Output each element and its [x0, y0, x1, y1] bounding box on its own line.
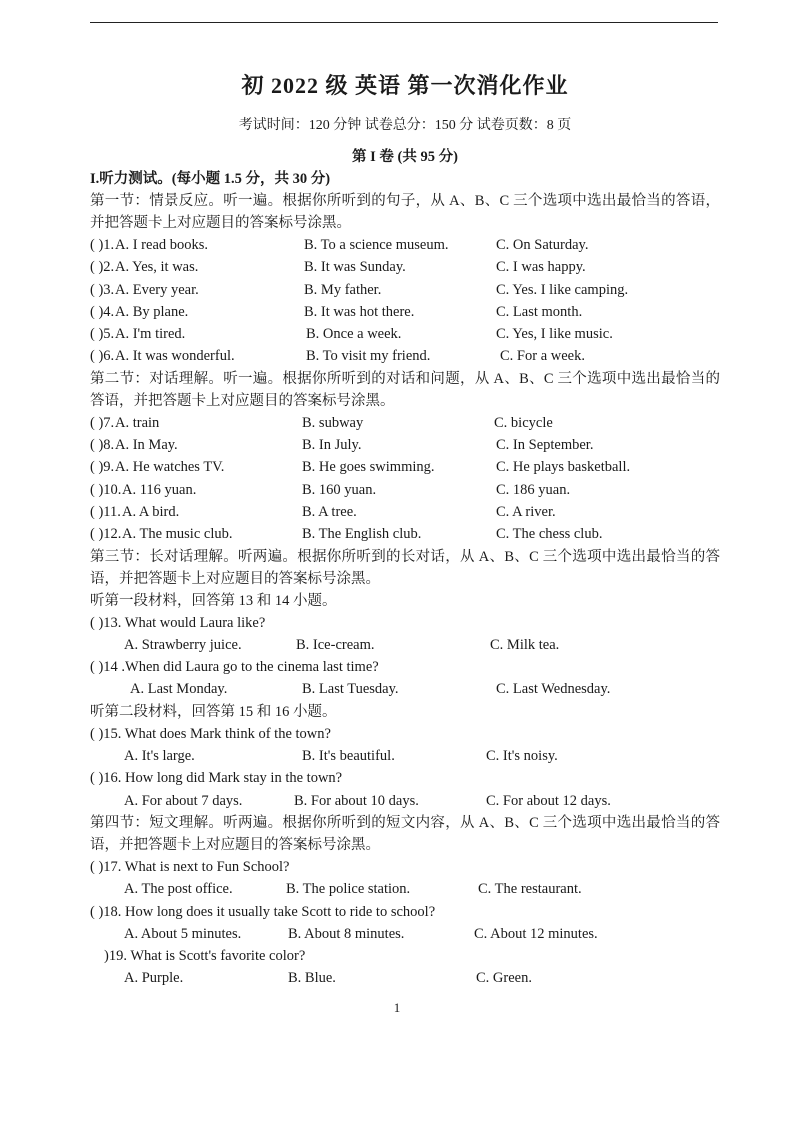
- question-row: [90, 501, 720, 523]
- options-row: [90, 678, 720, 700]
- question-number: ( )7.: [90, 414, 115, 431]
- option-c: C. The chess club.: [496, 526, 603, 543]
- option-b: B. A tree.: [302, 503, 357, 520]
- option-c: C. It's noisy.: [486, 748, 558, 765]
- option-b: B. The English club.: [302, 526, 422, 543]
- option-b: B. About 8 minutes.: [288, 925, 405, 942]
- option-a: A. I'm tired.: [115, 326, 186, 343]
- option-c: C. Yes. I like camping.: [496, 281, 629, 298]
- question-row: [90, 234, 720, 256]
- option-a: A. By plane.: [115, 303, 189, 320]
- question-row: [90, 523, 720, 545]
- option-a: A. In May.: [115, 437, 178, 454]
- question-number: ( )4.: [90, 303, 115, 320]
- option-a: A. He watches TV.: [115, 459, 225, 476]
- option-a: A. It was wonderful.: [115, 348, 235, 365]
- option-c: C. Yes, I like music.: [496, 326, 613, 343]
- option-c: C. Green.: [476, 970, 532, 987]
- option-c: C. A river.: [496, 503, 556, 520]
- option-b: B. My father.: [304, 281, 382, 298]
- option-a: A. 116 yuan.: [122, 481, 197, 498]
- option-c: C. Milk tea.: [490, 636, 560, 653]
- option-b: B. To a science museum.: [304, 237, 449, 253]
- question-number: ( )1.: [90, 237, 115, 253]
- option-a: A. The post office.: [124, 881, 233, 898]
- question-number: ( )12.: [90, 526, 122, 543]
- section-1-questions: [90, 234, 720, 368]
- options-row: [90, 878, 720, 900]
- option-a: A. train: [115, 414, 160, 431]
- option-b: B. Once a week.: [306, 326, 402, 343]
- section-4-instruction: 第四节：短文理解。听两遍。根据你所听到的短文内容，从 A、B、C 三个选项中选出最恰当的答语，并把答题卡上对应题目的答案标号涂黑。: [90, 814, 720, 853]
- option-b: B. It's beautiful.: [302, 748, 395, 765]
- question-stem: ( )16. How long did Mark stay in the town?: [90, 770, 343, 787]
- option-a: A. The music club.: [122, 526, 233, 543]
- section-3-instruction: 第三节：长对话理解。听两遍。根据你所听到的长对话，从 A、B、C 三个选项中选出最恰当的答语，并把答题卡上对应题目的答案标号涂黑。: [90, 548, 720, 587]
- question-number: ( )5.: [90, 326, 115, 343]
- option-b: B. The police station.: [286, 881, 411, 898]
- question-stem: ( )17. What is next to Fun School?: [90, 858, 290, 875]
- group-1-intro: 听第一段材料，回答第 13 和 14 小题。: [90, 592, 337, 609]
- option-b: B. In July.: [302, 437, 362, 454]
- question-number: ( )6.: [90, 348, 115, 365]
- options-row: [90, 634, 720, 656]
- option-b: B. It was hot there.: [304, 303, 415, 320]
- option-a: A. It's large.: [124, 748, 195, 765]
- section-1-instruction: 第一节：情景反应。听一遍。根据你所听到的句子，从 A、B、C 三个选项中选出最恰当的答语，并把答题卡上对应题目的答案标号涂黑。: [90, 193, 720, 231]
- question-number: ( )11.: [90, 503, 121, 520]
- option-b: B. Ice-cream.: [296, 636, 375, 653]
- question-stem: ( )18. How long does it usually take Scott to ride to school?: [90, 903, 436, 920]
- page-number: 1: [393, 1000, 401, 1015]
- option-b: B. To visit my friend.: [306, 348, 431, 365]
- option-a: A. About 5 minutes.: [124, 925, 242, 942]
- option-a: A. A bird.: [122, 503, 180, 520]
- question-number: ( )9.: [90, 459, 115, 476]
- option-a: A. Last Monday.: [130, 681, 228, 698]
- option-a: A. Strawberry juice.: [124, 636, 242, 653]
- option-c: C. On Saturday.: [496, 237, 589, 253]
- options-row: [90, 745, 720, 767]
- option-c: C. For a week.: [500, 348, 585, 365]
- option-b: B. 160 yuan.: [302, 481, 377, 498]
- option-c: C. About 12 minutes.: [474, 925, 598, 942]
- part-title: I.听力测试。(每小题 1.5 分，共 30 分): [90, 171, 331, 187]
- question-stem: ( )15. What does Mark think of the town?: [90, 725, 331, 742]
- question-number: ( )8.: [90, 437, 115, 454]
- options-row: [90, 967, 720, 989]
- exam-page: [90, 70, 720, 990]
- question-row: [90, 456, 720, 478]
- volume-title: 第 I 卷 (共 95 分): [352, 149, 458, 165]
- question-stem: ( )13. What would Laura like?: [90, 614, 266, 631]
- option-c: C. I was happy.: [496, 259, 586, 276]
- question-row: [90, 434, 720, 456]
- question-number: ( )3.: [90, 281, 115, 298]
- question-row: [90, 256, 720, 278]
- option-c: C. For about 12 days.: [486, 792, 611, 809]
- exam-info: 考试时间：120 分钟 试卷总分：150 分 试卷页数：8 页: [238, 118, 572, 133]
- option-b: B. subway: [302, 414, 364, 431]
- option-c: C. In September.: [496, 437, 594, 454]
- option-c: C. He plays basketball.: [496, 459, 631, 476]
- option-a: A. Every year.: [115, 281, 199, 298]
- top-rule: [90, 22, 718, 23]
- section-2-instruction: 第二节：对话理解。听一遍。根据你所听到的对话和问题，从 A、B、C 三个选项中选出最恰当的答语，并把答题卡上对应题目的答案标号涂黑。: [90, 370, 720, 409]
- question-stem: ( )14 .When did Laura go to the cinema last time?: [90, 659, 379, 676]
- option-b: B. He goes swimming.: [302, 459, 435, 476]
- option-b: B. Last Tuesday.: [302, 681, 399, 698]
- exam-title: 初 2022 级 英语 第一次消化作业: [241, 73, 569, 98]
- options-row: [90, 790, 720, 812]
- question-number: ( )10.: [90, 481, 122, 498]
- option-c: C. bicycle: [494, 414, 553, 431]
- option-c: C. Last Wednesday.: [496, 681, 611, 698]
- group-2-intro: 听第二段材料，回答第 15 和 16 小题。: [90, 703, 337, 720]
- question-row: [90, 279, 720, 301]
- option-c: C. The restaurant.: [478, 881, 582, 898]
- option-c: C. 186 yuan.: [496, 481, 571, 498]
- section-2-questions: [90, 412, 720, 546]
- question-row: [90, 323, 720, 345]
- option-a: A. For about 7 days.: [124, 792, 243, 809]
- option-b: B. For about 10 days.: [294, 792, 419, 809]
- question-row: [90, 412, 720, 434]
- options-row: [90, 923, 720, 945]
- question-row: [90, 345, 720, 367]
- option-a: A. Yes, it was.: [115, 259, 199, 276]
- question-row: [90, 301, 720, 323]
- option-c: C. Last month.: [496, 303, 583, 320]
- option-b: B. It was Sunday.: [304, 259, 406, 276]
- question-number: ( )2.: [90, 259, 115, 276]
- option-b: B. Blue.: [288, 970, 336, 987]
- question-stem: )19. What is Scott's favorite color?: [104, 948, 306, 965]
- option-a: A. I read books.: [115, 237, 209, 253]
- option-a: A. Purple.: [124, 970, 184, 987]
- question-row: [90, 479, 720, 501]
